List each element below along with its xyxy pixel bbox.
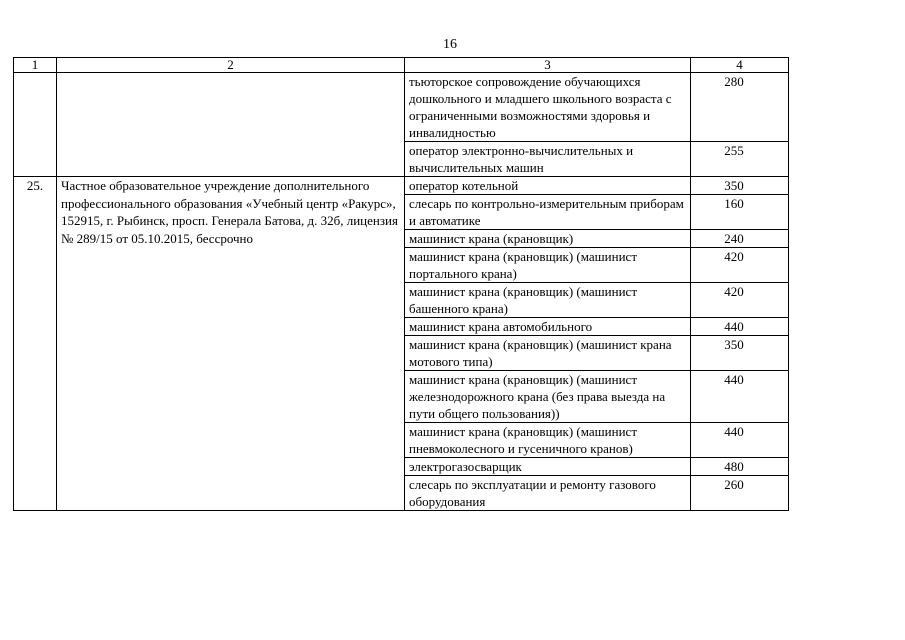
row-number-cell: 25.	[14, 177, 57, 511]
hours-cell: 350	[691, 336, 789, 371]
organization-cell: Частное образовательное учреждение дополнительного профессионального образования «Учебный центр «Ракурс», 152915, г. Рыбинск, просп. Генерала Батова, д. 32б, лицензия № 289/15 от 05.10.2015, бессрочно	[57, 177, 405, 511]
hours-cell: 260	[691, 476, 789, 511]
table-header-row	[14, 58, 789, 73]
programs-table	[13, 57, 789, 511]
profession-cell: машинист крана (крановщик) (машинист железнодорожного крана (без права выезда на пути общего пользования))	[405, 371, 691, 423]
organization-cell	[57, 73, 405, 177]
hours-cell: 350	[691, 177, 789, 195]
column-header-1: 1	[14, 58, 57, 73]
column-header-3: 3	[405, 58, 691, 73]
column-header-4: 4	[691, 58, 789, 73]
profession-cell: оператор котельной	[405, 177, 691, 195]
profession-cell: машинист крана (крановщик) (машинист башенного крана)	[405, 283, 691, 318]
hours-cell: 480	[691, 458, 789, 476]
profession-cell: слесарь по эксплуатации и ремонту газового оборудования	[405, 476, 691, 511]
profession-cell: машинист крана (крановщик) (машинист пневмоколесного и гусеничного кранов)	[405, 423, 691, 458]
hours-cell: 440	[691, 318, 789, 336]
profession-cell: машинист крана (крановщик)	[405, 230, 691, 248]
column-header-2: 2	[57, 58, 405, 73]
hours-cell: 255	[691, 142, 789, 177]
profession-cell: машинист крана автомобильного	[405, 318, 691, 336]
hours-cell: 440	[691, 371, 789, 423]
row-number-cell	[14, 73, 57, 177]
hours-cell: 240	[691, 230, 789, 248]
hours-cell: 280	[691, 73, 789, 142]
hours-cell: 440	[691, 423, 789, 458]
hours-cell: 420	[691, 283, 789, 318]
profession-cell: электрогазосварщик	[405, 458, 691, 476]
hours-cell: 420	[691, 248, 789, 283]
profession-cell: тьюторское сопровождение обучающихся дошкольного и младшего школьного возраста с ограниченными возможностями здоровья и инвалидностью	[405, 73, 691, 142]
table-row	[14, 177, 789, 195]
hours-cell: 160	[691, 195, 789, 230]
table-row	[14, 73, 789, 142]
page-number: 16	[443, 37, 457, 52]
profession-cell: слесарь по контрольно-измерительным приборам и автоматике	[405, 195, 691, 230]
profession-cell: машинист крана (крановщик) (машинист портального крана)	[405, 248, 691, 283]
profession-cell: оператор электронно-вычислительных и вычислительных машин	[405, 142, 691, 177]
profession-cell: машинист крана (крановщик) (машинист крана мотового типа)	[405, 336, 691, 371]
